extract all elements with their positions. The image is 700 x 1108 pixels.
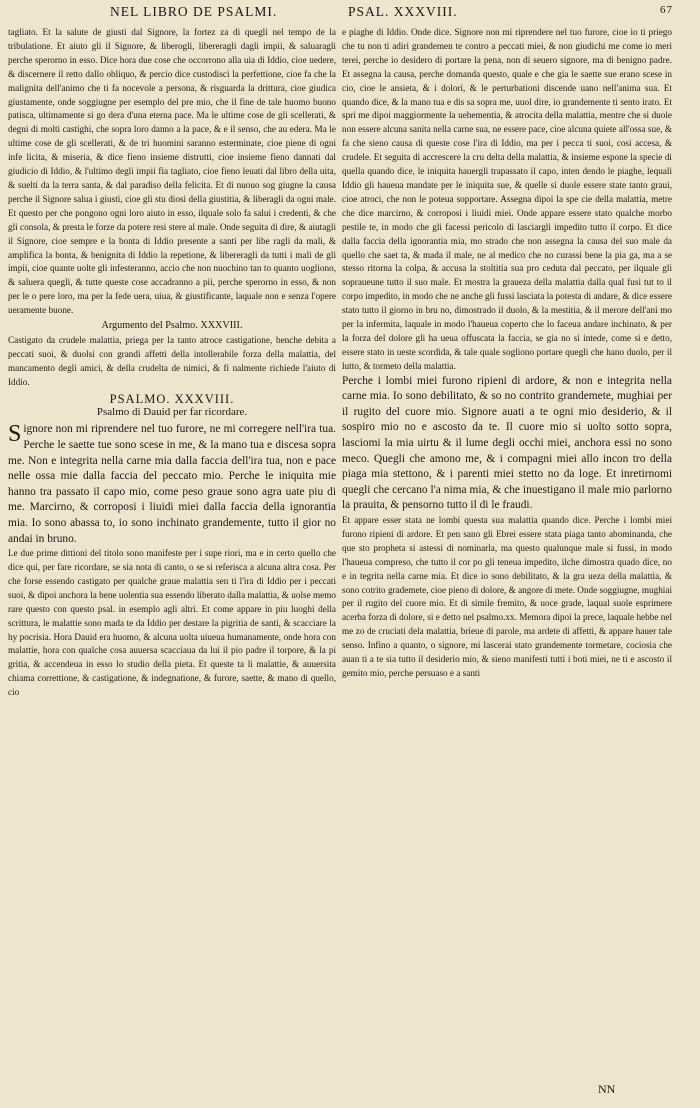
catchword: NN — [598, 1082, 616, 1096]
psalm-verse-paragraph: Perche i lombi miei furono ripieni di ardore, & non e integrita nella carne mia. Io sono debilitato, & so no contrito grandemete, mughiai per il rugito del cuore mio. Signore auati a te ogni mio desiderio, & il sospiro mio no e ascosto da te. Il cuore mio si uolto sotto sopra, lasciomi la mia uirtu & il lume degli occhi miei, anchora essi no sono meco. Quegli che amono me, & i compagni miei allo incon tro della piaga mia stettono, & i parenti miei stetto no da loge. Et inretirnomi quegli che cercano l'a nima mia, & che inuestigano il male mio parlorno la prauita, & pensorno tutto il di le fraudi. — [342, 374, 672, 512]
psalm-verse-text: ignore non mi riprendere nel tuo furore, ne mi corregere nell'ira tua. Perche le saette tue sono scese in me, & la mano tua e discesa sopra me. Non e integrita nella carne mia dalla faccia dell'ira tua, non e pace nelle ossa mie dalla faccia del peccato mio. Perche le iniquita mie hanno tra passato il capo mio, come peso graue sono agra uate piu di me. Marcirno, & corroposi i liuidi miei dalla faccia della ignorantia mia. Io sono abassa to, io sono inchinato grandemente, tutto il gior no andai in bruno. — [8, 423, 336, 545]
psalm-heading: PSALMO. XXXVIII. — [109, 391, 235, 406]
commentary-paragraph: e piaghe di Iddio. Onde dice. Signore non mi riprendere nel tuo furore, cioe io ti priego che tu non ti adiri grandemen te contro a peccati miei, & non giudichi me come io meri terei, perche io desidero di portare la pena, non di seuero signore, ma di benigno padre. Et assegna la causa, perche domanda questo, quale e che gia le saette sue erano scese in cio, cioe le ansieta, & i dolori, & le perturbationi discende uano nell'anima sua. Et quando dice, & la mano tua e dis sa sopra me, uuol dire, io grandemente ti sento irato. Et spri me dipoi maggiormente la uehementia, & atrocita della malattia, mentre che si duole non essere alcuna sanita nella carne sua, ne essere pace, cioe alcuna quiete all'ossa sue, & fa che sieno causa di queste cose l'ira di Iddio, ma per i pecca ti suoi, cosi accesa, & crudele. Et seguita di accrescere la cru delta della malattia, & insieme espone la specie di quella quando dice, le iniquita hauergli trapassato il capo, inten dendo le piaghe, lequali Iddio gli haueua mandate per le iniquita sue, & quelle si duole essere state tanto graui, cioe atroci, che non le poteua sopportare. Assegna dipoi la spe cie della malattia, metre che dice marcirno, & corroposi i liuidi miei. Onde appare essere stato qualche morbo pestile te, in modo che gli facessi pericolo di lasciargli impedito tutto il corpo. Et dice dalla faccia della ignorantia mia, mo strado che non assegna la causa del suo male da quello che saet ta, & mada il male, ne al medico che no curassi bene la pia ga, ma a se stesso ritorna la colpa, & accusa la stoltitia sua pro ceduta dal peccato, per ilquale gli sopraueune tutto il suo male. Et mostra la graueza della malattia dalla qual fusi tut to il corpo impedito, in modo che ne anche gli fussi lasciata la potesta di andare, & dice essere stato tutto il giorno in bru no, dimostrado il duolo, & la mestitia, & il merore dell'ani mo per la infermita, laquale in modo l'haueua coperto che lo faceua andare inchinato, & per la forza del dolore gli ha ueua offuscata la faccia, se gia no si intede, come si e detto, essere stato in ueste scordida, & tale quale sogliono portare quegli che hano duolo, per il lutto, & tormeto della malattia. — [342, 27, 672, 371]
left-column — [8, 26, 336, 1076]
commentary-paragraph: Et appare esser stata ne lombi questa sua malattia quando dice. Perche i lombi miei furono ripieni di ardore. Et pen sano gli Ebrei essere stata piaga tanto abominanda, che que sto propheta si astessi di nominarla, ma questo qualunque male si fussi, in modo l'haueua compreso, che tutto il cor po gli teneua impedito, ilche dimostra quado dice, no e in tegrita nella carne mia. Et dice io sono debilitato, & la gra ueza della malattia, & sono cotrito grademete, cioe pieno di dolore, & angore di mete. Onde soggiugne, mughiai per il rugito del cuore mio. Et di simile fremito, & uoce grade, laqual suole esprimere acerba forza di dolore, si e detto nel psalmo.xx. Memora dipoi la prece, laquale hebbe nel me zo de cruciati dela malattia, brieue di parole, ma ardete di affetti, & appare hauer tale senso. Infino a quanto, o signore, mi lascerai stato grandemente tormetare, cociosia che auan ti a te sia tutto il desiderio mio, & sieno manifesti tutti i boti miei, ne ti e ascosto il gemito mio, perche persuaso e a santi — [342, 515, 672, 678]
header-psalm-number: PSAL. XXXVIII. — [348, 4, 458, 19]
drop-cap: S — [8, 421, 22, 448]
running-header — [0, 2, 700, 26]
header-book-title: NEL LIBRO DE PSALMI. — [110, 4, 278, 19]
argument-heading: Argumento del Psalmo. XXXVIII. — [101, 320, 243, 332]
psalm-verse-paragraph — [8, 422, 336, 547]
commentary-paragraph: Le due prime dittioni del titolo sono manifeste per i supe riori, ma e in certo quello che dice qui, per fare ricordare, se sia nota di canto, o se si referisca a alcuna altra cosa. Per che forse essendo castigato per qualche graue malattia sen ti l'ira di Iddio per i peccati suoi, & dipoi anchora la bene uolentia sua essendo liberato dalla malattia, & uolse memo rare questo con questo psal. in esemplo agli altri. Et come appare in piu luoghi della scrittura, le malattie sono mada te da Iddio per destare la pigritia de santi, & scacciare la hy pocrisia. Hora Dauid era huomo, & alcuna uolta uiueua humanamente, onde hora con malattie, hora con qualche cosa auuersa scacciaua da lui il pio padre il torpore, & la pi gritia, & accendeua in esso lo studio della pieta. Et queste ta li malattie, & auuersita chiama correttione, & castigatione, & indegnatione, & furore, saette, & mano di quello, cio — [8, 548, 336, 698]
commentary-paragraph: tagliato. Et la salute de giusti dal Signore, la fortez za di quegli nel tempo de la tribulatione. Et aiuto gli il Signore, & liberogli, libereragli dagli impii, & saluaragli perche sperorno in esso. Dice hora due cose che occorrono alla uia di Iddio, cioe uedere, & discernere il retto dallo obliquo, & percio dice custodisci la perfettione, cioe fa che la malignita dell'animo che ti fa nocevole a persona, & risguarda la drittura, cioe giudica giustamente, onde soggiugne per esemplo del pre mio, che il fine de tale huomo buono patisca, ultimamente si go dera d'una eterna pace. Ma le ultime cose de gli scellerati, & degni di molti castighi, che sopra loro danno a la pace, & e il senso, che au edera. Ma le ultime cose de gli scellerati, & de tri huomini saranno esterminate, cioe piene di ogni infe licita, & miseria, & dice fieno insieme distrutti, cioe insieme fieno dannati dal giudicio di Iddio, & l'ultimo degli impii fia tagliato, cioe fieno leuati dal libro della uita, & suelti da la terra santa, & dal paradiso della felicita. Et di nuouo sog giugne la causa perche il Signore salua i giusti, cioe gli stu diosi della giustitia, & liberagli da ogni male. Et questo per che pongono ogni loro aiuto in esso, ilquale solo fa salui i credenti, & che gli consola, & presta le forze da potere resi stere al male. Onde seguita di dire, & aiutagli il Signore, cioe sempre e la bonta di Iddio presente a santi per libe ragli da mali, & amplifica la bonta, & benignita di Iddio la repetione, & libereragli da tutti i mali de gli impii, cioe quante uolte gli infesteranno, accio che non nuochino tan to quanto uogliono, & saluera quegli, & tutte queste cose accadranno a pii, perche sperorno in esso, & non per le o pere loro, ma per la fede uera, uiua, & giustificante, laquale non e senza l'opere ueramente buone. — [8, 27, 336, 316]
psalm-subtitle: Psalmo di Dauid per far ricordare. — [96, 406, 248, 419]
page-number: 67 — [660, 4, 673, 16]
argument-paragraph: Castigato da crudele malattia, priega per la tanto atroce castigatione, benche debita a peccati suoi, & duolsi con grandi affetti della intollerabile forza della malattia, del mancamento degli amici, & della crudelta de nimici, & fi nalmente richiede l'aiuto di Iddio. — [8, 334, 336, 387]
right-column — [342, 26, 672, 1076]
